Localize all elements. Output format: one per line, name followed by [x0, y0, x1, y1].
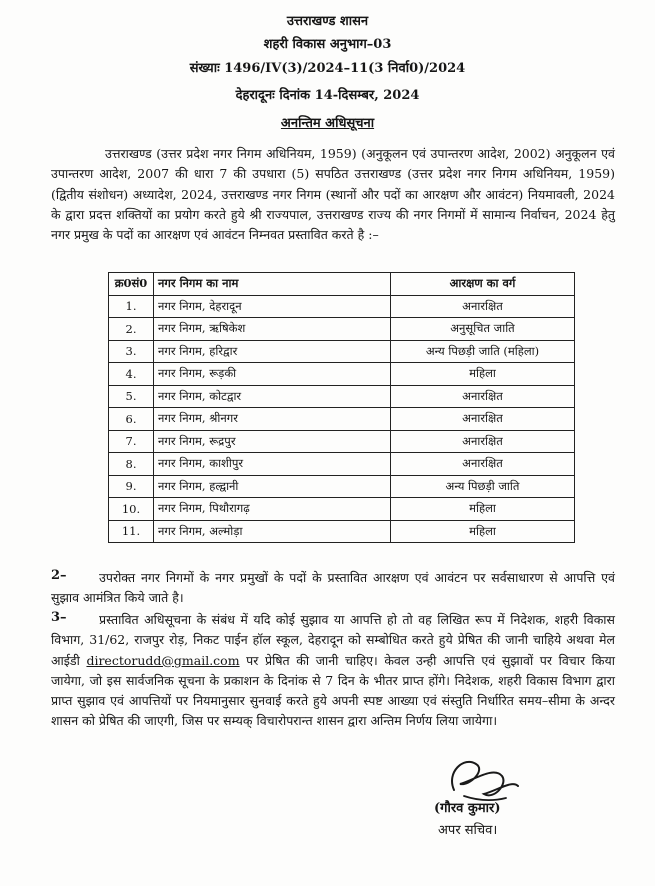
govt-heading: उत्तराखण्ड शासन [286, 14, 369, 29]
category-cell: अन्य पिछड़ी जाति [391, 475, 575, 498]
table-row [109, 520, 575, 543]
header-name: नगर निगम का नाम [154, 273, 391, 296]
category-cell: महिला [391, 498, 575, 521]
signatory-name: (गौरव कुमार) [434, 801, 501, 816]
serial-cell: 10. [109, 498, 154, 521]
category-cell: अनारक्षित [391, 408, 575, 431]
table-header-row [109, 273, 575, 296]
category-cell: अनारक्षित [391, 385, 575, 408]
table-row [109, 318, 575, 341]
name-cell: नगर निगम, श्रीनगर [154, 408, 391, 431]
table-row [109, 385, 575, 408]
dept-heading: शहरी विकास अनुभाग–03 [263, 37, 392, 52]
header-category: आरक्षण का वर्ग [391, 273, 575, 296]
category-cell: महिला [391, 363, 575, 386]
table-row [109, 363, 575, 386]
name-cell: नगर निगम, अल्मोड़ा [154, 520, 391, 543]
serial-cell: 3. [109, 340, 154, 363]
serial-cell: 8. [109, 453, 154, 476]
document-title: अनन्तिम अधिसूचना [280, 116, 375, 131]
reservation-table [108, 272, 575, 543]
para3-text [51, 610, 615, 732]
serial-cell: 6. [109, 408, 154, 431]
name-cell: नगर निगम, काशीपुर [154, 453, 391, 476]
category-cell: अन्य पिछड़ी जाति (महिला) [391, 340, 575, 363]
signatory-designation: अपर सचिव। [438, 823, 498, 838]
category-cell: महिला [391, 520, 575, 543]
para2-number: 2– [51, 568, 67, 583]
name-cell: नगर निगम, देहरादून [154, 295, 391, 318]
table-row [109, 453, 575, 476]
table-row [109, 408, 575, 431]
category-cell: अनुसूचित जाति [391, 318, 575, 341]
header-serial: क्र0सं0 [109, 273, 154, 296]
serial-cell: 9. [109, 475, 154, 498]
serial-cell: 7. [109, 430, 154, 453]
name-cell: नगर निगम, हल्द्वानी [154, 475, 391, 498]
para3-text-before: प्रस्तावित अधिसूचना के संबंध में यदि कोई सुझाव या आपत्ति हो तो वह लिखित रूप में निदेशक, शहरी विकास विभाग, 31/62, राजपुर रोड़, निकट पाईन हॉल स्कूल, देहरादून को सम्बोधित करते हुये प्रेषित की जानी चाहिये अथवा मेल आईडी [51, 612, 615, 668]
para2-text: उपरोक्त नगर निगमों के नगर प्रमुखों के पदों के प्रस्तावित आरक्षण एवं आवंटन पर सर्वसाधारण से आपत्ति एवं सुझाव आमंत्रित किये जाते है। [51, 570, 615, 606]
table-row [109, 340, 575, 363]
table-row [109, 295, 575, 318]
table-row [109, 475, 575, 498]
table-row [109, 430, 575, 453]
name-cell: नगर निगम, हरिद्वार [154, 340, 391, 363]
table-row [109, 498, 575, 521]
name-cell: नगर निगम, रूद्रपुर [154, 430, 391, 453]
email-link[interactable]: directorudd@gmail.com [86, 652, 240, 668]
name-cell: नगर निगम, ऋषिकेश [154, 318, 391, 341]
place-date: देहरादूनः दिनांक 14-दिसम्बर, 2024 [235, 88, 420, 103]
para3-number: 3– [51, 610, 67, 625]
reference-number: संख्याः 1496/IV(3)/2024–11(3 निर्वा0)/2024 [189, 61, 466, 76]
para3-text-after: पर प्रेषित की जानी चाहिए। केवल उन्ही आपत्ति एवं सुझावों पर विचार किया जायेगा, जो इस सार्वजनिक सूचना के प्रकाशन के दिनांक से 7 दिन के भीतर प्राप्त होंगे। निदेशक, शहरी विकास विभाग द्वारा प्राप्त सुझाव एवं आपत्तियों पर नियमानुसार सुनवाई करते हुये अपनी स्पष्ट आख्या एवं संस्तुति निर्धारित समय–सीमा के अन्दर शासन को प्रेषित की जाएगी, जिस पर सम्यक् विचारोपरान्त शासन द्वारा अन्तिम निर्णय लिया जायेगा। [51, 652, 616, 729]
serial-cell: 11. [109, 520, 154, 543]
category-cell: अनारक्षित [391, 453, 575, 476]
serial-cell: 4. [109, 363, 154, 386]
name-cell: नगर निगम, कोटद्वार [154, 385, 391, 408]
category-cell: अनारक्षित [391, 430, 575, 453]
serial-cell: 5. [109, 385, 154, 408]
serial-cell: 2. [109, 318, 154, 341]
name-cell: नगर निगम, पिथौरागढ़ [154, 498, 391, 521]
serial-cell: 1. [109, 295, 154, 318]
category-cell: अनारक्षित [391, 295, 575, 318]
intro-paragraph: उत्तराखण्ड (उत्तर प्रदेश नगर निगम अधिनियम, 1959) (अनुकूलन एवं उपान्तरण आदेश, 2002) अनुकूलन एवं उपान्तरण आदेश, 2007 की धारा 7 की उपधारा (5) सपठित उत्तराखण्ड (उत्तर प्रदेश नगर निगम अधिनियम, 1959) (द्वितीय संशोधन) अध्यादेश, 2024, उत्तराखण्ड नगर निगम (स्थानों और पदों का आरक्षण और आवंटन) नियमावली, 2024 के द्वारा प्रदत्त शक्तियों का प्रयोग करते हुये श्री राज्यपाल, उत्तराखण्ड राज्य की नगर निगमों में सामान्य निर्वाचन, 2024 हेतु नगर प्रमुख के पदों का आरक्षण एवं आवंटन निम्नवत प्रस्तावित करते है :– [51, 146, 615, 243]
name-cell: नगर निगम, रूड़की [154, 363, 391, 386]
